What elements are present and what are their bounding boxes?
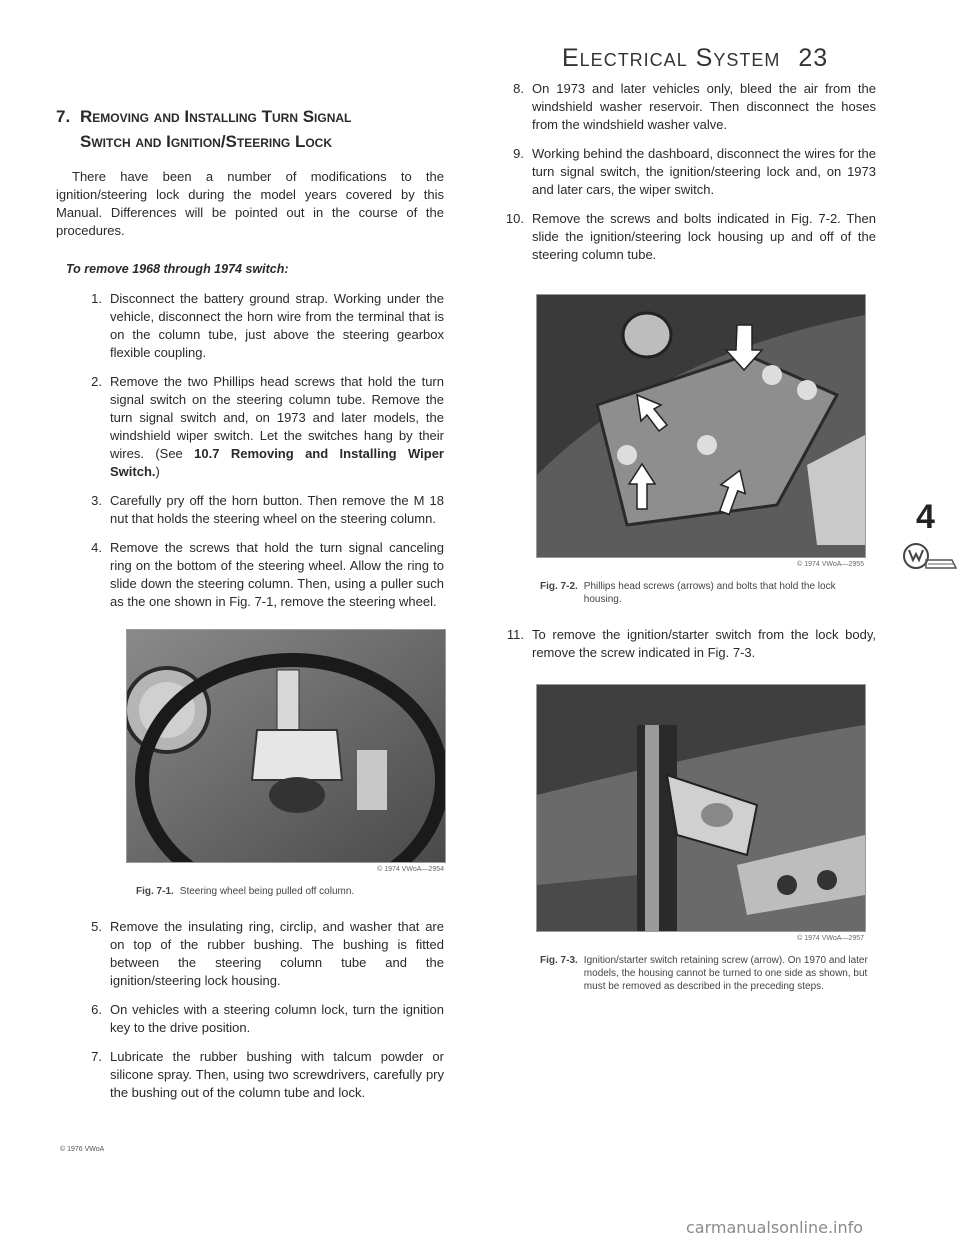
step-4: 4. Remove the screws that hold the turn signal canceling ring on the bottom of the steering wheel. Allow the ring to slide down the steering column. Then, using a puller such as the one shown in Fig. 7-1, remove the steering wheel. <box>91 540 444 609</box>
figure-7-2 <box>536 294 864 568</box>
figure-7-3 <box>536 684 864 942</box>
figure-7-1-caption: Fig. 7-1. Steering wheel being pulled off column. <box>136 886 355 897</box>
figure-7-3-credit: © 1974 VWoA—2957 <box>797 935 864 942</box>
procedure-subhead: To remove 1968 through 1974 switch: <box>66 262 289 276</box>
step-7: 7. Lubricate the rubber bushing with talcum powder or silicone spray. Then, using two screwdrivers, carefully pry the bushing out of the column tube and lock. <box>91 1049 444 1100</box>
figure-7-1 <box>126 629 444 873</box>
step-3: 3. Carefully pry off the horn button. Then remove the M 18 nut that holds the steering wheel on the steering column. <box>91 493 444 526</box>
step-11: 11. To remove the ignition/starter switch from the lock body, remove the screw indicated in Fig. 7-3. <box>506 627 876 660</box>
step-5: 5. Remove the insulating ring, circlip, and washer that are on top of the rubber bushing. The bushing is fitted between the steering column tube and the ignition/steering lock housing. <box>91 919 444 988</box>
step-9: 9. Working behind the dashboard, disconnect the wires for the turn signal switch, the ignition/steering lock and, on 1973 and later cars, the wiper switch. <box>513 146 876 197</box>
page-number: 23 <box>798 44 829 72</box>
step-10: 10. Remove the screws and bolts indicated in Fig. 7-2. Then slide the ignition/steering lock housing up and off of the steering column tube. <box>505 211 876 262</box>
section-title-line1: Removing and Installing Turn Signal <box>80 107 352 126</box>
right-column <box>498 80 876 1013</box>
figure-7-2-credit: © 1974 VWoA—2955 <box>797 561 864 568</box>
step-6: 6. On vehicles with a steering column lock, turn the ignition key to the drive position. <box>91 1002 444 1035</box>
step-2: 2. Remove the two Phillips head screws that hold the turn signal switch on the steering column tube. Remove the turn signal switch and, on 1973 and later models, the windshield wiper switch. Let the switches hang by their wires. (See 10.7 Removing and Installing Wiper Switch.) <box>91 374 444 479</box>
figure-7-1-photo <box>126 629 446 863</box>
site-watermark: carmanualsonline.info <box>686 1218 864 1237</box>
step-8: 8. On 1973 and later vehicles only, bleed the air from the windshield washer reservoir. Then disconnect the hoses from the windshield washer valve. <box>513 81 876 132</box>
intro-paragraph: There have been a number of modifications to the ignition/steering lock during the model years covered by this Manual. Differences will be pointed out in the course of the procedures. <box>56 169 444 238</box>
left-column <box>56 104 444 1113</box>
section-title-line2: Switch and Ignition/Steering Lock <box>80 132 332 151</box>
figure-7-3-photo <box>536 684 866 932</box>
figure-7-3-caption: Fig. 7-3. Ignition/starter switch retaining screw (arrow). On 1970 and later models, the housing cannot be turned to one side as shown, but must be removed as described in the preceding steps. <box>540 955 868 992</box>
figure-7-1-credit: © 1974 VWoA—2954 <box>377 866 444 873</box>
figure-7-2-caption: Fig. 7-2. Phillips head screws (arrows) and bolts that hold the lock housing. <box>540 581 836 605</box>
section-name: Electrical System <box>562 44 781 72</box>
running-head <box>562 44 828 73</box>
cross-reference: 10.7 Removing and Installing Wiper Switch. <box>110 446 444 479</box>
footer-copyright: © 1976 VWoA <box>60 1146 105 1153</box>
section-number: 7. <box>56 107 71 126</box>
section-title <box>56 104 444 154</box>
vw-logo-icon <box>902 540 958 579</box>
chapter-tab-number: 4 <box>916 498 935 536</box>
figure-7-2-photo <box>536 294 866 558</box>
step-1: 1. Disconnect the battery ground strap. Working under the vehicle, disconnect the horn wire from the terminal that is on the column tube, just above the steering gearbox flexible coupling. <box>91 291 444 360</box>
